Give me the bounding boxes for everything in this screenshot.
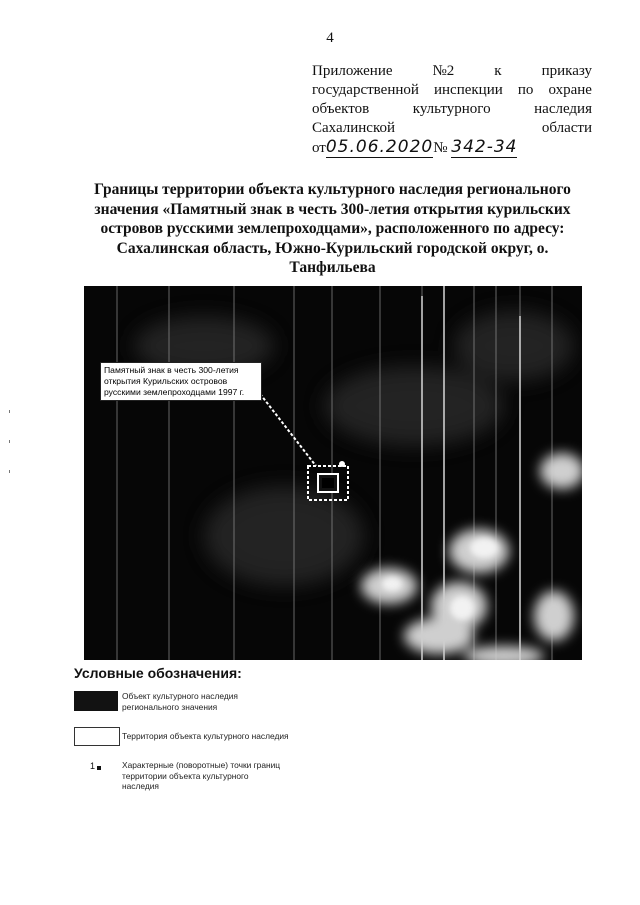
satellite-imagery xyxy=(84,286,582,660)
legend-point-marker-icon xyxy=(97,766,101,770)
legend-text-boundary-points: Характерные (поворотные) точки границ территории объекта культурного наследия xyxy=(122,760,281,791)
appendix-line-3: объектов культурного наследия xyxy=(312,101,592,117)
appendix-line-2: государственной инспекции по охране xyxy=(312,82,592,98)
legend-swatch-heritage-object xyxy=(74,691,118,711)
appendix-date-line: от05.06.2020№ 342-34 xyxy=(312,137,518,157)
appendix-line-1: Приложение №2 к приказу xyxy=(312,63,592,79)
scan-artifact xyxy=(9,470,10,473)
document-title: Границы территории объекта культурного наследия регионального значения «Памятный знак в честь 300-летия открытия курильских островов русскими землепроходцами», расположенного по адресу: Сахалинская область, Южно-Курильский городской округ, о. Танфильева xyxy=(94,181,571,276)
appendix-line-4: Сахалинской области xyxy=(312,120,592,136)
appendix-header xyxy=(312,62,592,158)
map-callout-label: Памятный знак в честь 300-летия открытия Курильских островов русскими землепроходцами 1997 г. xyxy=(100,362,262,401)
handwritten-number: 342-34 xyxy=(451,137,518,157)
page-number: 4 xyxy=(326,30,334,46)
legend-point-number: 1 xyxy=(90,761,96,771)
handwritten-date: 05.06.2020 xyxy=(325,137,434,157)
scan-artifact xyxy=(9,410,10,413)
scan-artifact xyxy=(9,440,10,443)
legend-text-heritage-territory: Территория объекта культурного наследия xyxy=(122,731,289,741)
legend-swatch-heritage-territory xyxy=(74,727,120,746)
legend-text-heritage-object: Объект культурного наследия регионального значения xyxy=(122,691,238,712)
satellite-map xyxy=(84,286,582,660)
legend-title: Условные обозначения: xyxy=(74,665,242,681)
